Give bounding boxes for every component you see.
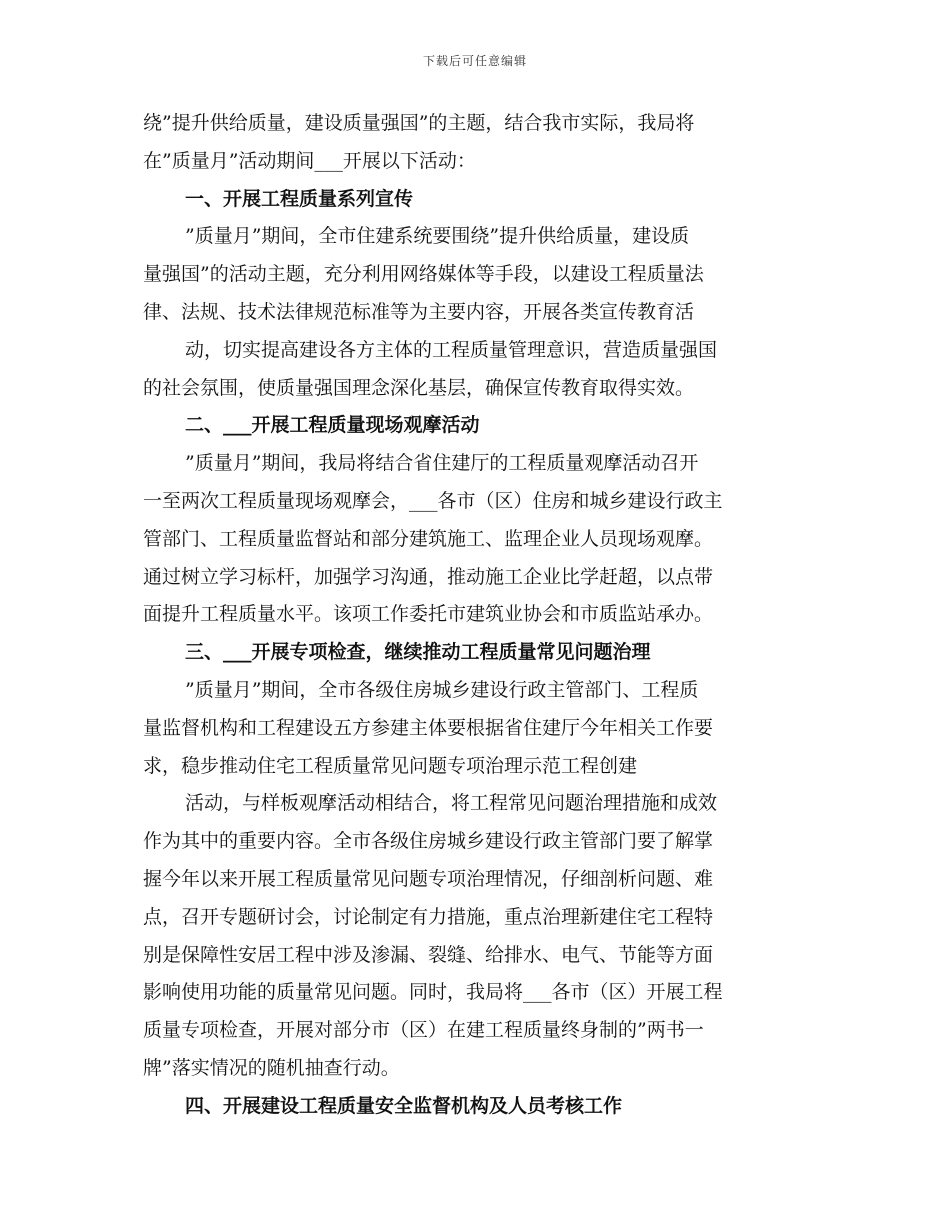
body-line: 作为其中的重要内容。全市各级住房城乡建设行政主管部门要了解掌 (143, 830, 714, 853)
body-line: 绕”提升供给质量，建设质量强国”的主题，结合我市实际，我局将 (143, 112, 695, 134)
body-line: 律、法规、技术法律规范标准等为主要内容，开展各类宣传教育活 (143, 300, 695, 323)
page-header: 下载后可任意编辑 (422, 54, 527, 68)
body-line: 一至两次工程质量现场观摩会，___各市（区）住房和城乡建设行政主 (143, 489, 723, 512)
body-line: 点，召开专题研讨会，讨论制定有力措施，重点治理新建住宅工程特 (143, 905, 714, 928)
body-line: 量强国”的活动主题，充分利用网络媒体等手段，以建设工程质量法 (143, 263, 704, 286)
body-line: ”质量月”期间，全市住建系统要围绕”提升供给质量，建设质 (185, 225, 690, 248)
body-line: 别是保障性安居工程中涉及渗漏、裂缝、给排水、电气、节能等方面 (143, 943, 714, 966)
section-heading: 三、___开展专项检查，继续推动工程质量常见问题治理 (185, 641, 651, 664)
body-line: 质量专项检查，开展对部分市（区）在建工程质量终身制的”两书一 (143, 1019, 704, 1042)
body-line: ”质量月”期间，全市各级住房城乡建设行政主管部门、工程质 (185, 678, 699, 701)
body-line: 的社会氛围，使质量强国理念深化基层，确保宣传教育取得实效。 (143, 376, 695, 399)
section-heading: 二、___开展工程质量现场观摩活动 (185, 414, 480, 437)
body-line: ”质量月”期间，我局将结合省住建厅的工程质量观摩活动召开 (185, 452, 699, 475)
body-line: 求，稳步推动住宅工程质量常见问题专项治理示范工程创建 (143, 754, 638, 777)
section-heading: 四、开展建设工程质量安全监督机构及人员考核工作 (185, 1094, 623, 1117)
body-line: 牌”落实情况的随机抽查行动。 (143, 1056, 400, 1079)
body-line: 管部门、工程质量监督站和部分建筑施工、监理企业人员现场观摩。 (143, 527, 714, 550)
body-line: 活动，与样板观摩活动相结合，将工程常见问题治理措施和成效 (185, 792, 718, 815)
body-line: 动，切实提高建设各方主体的工程质量管理意识，营造质量强国 (185, 338, 718, 361)
body-line: 在”质量月”活动期间___开展以下活动： (143, 149, 476, 172)
body-line: 通过树立学习标杆，加强学习沟通，推动施工企业比学赶超，以点带 (143, 565, 714, 588)
body-line: 握今年以来开展工程质量常见问题专项治理情况，仔细剖析问题、难 (143, 867, 714, 890)
document-body (143, 105, 813, 1126)
body-line: 影响使用功能的质量常见问题。同时，我局将___各市（区）开展工程 (143, 981, 723, 1004)
body-line: 面提升工程质量水平。该项工作委托市建筑业协会和市质监站承办。 (143, 603, 714, 626)
section-heading: 一、开展工程质量系列宣传 (185, 187, 414, 210)
body-line: 量监督机构和工程建设五方参建主体要根据省住建厅今年相关工作要 (143, 716, 714, 739)
